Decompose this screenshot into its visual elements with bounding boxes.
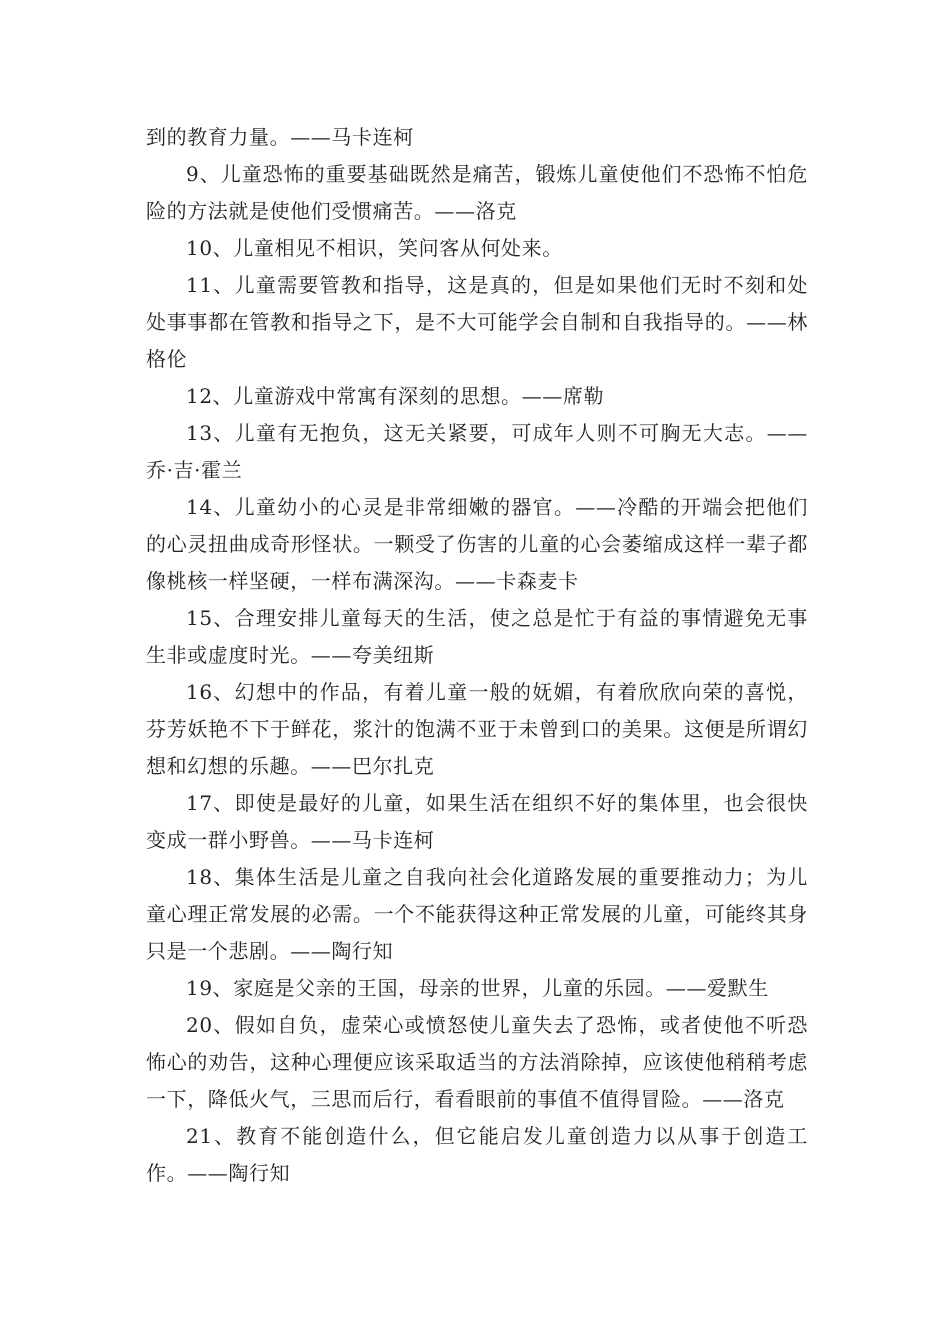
quote-14: 14、儿童幼小的心灵是非常细嫩的器官。——冷酷的开端会把他们的心灵扭曲成奇形怪状。一颗受了伤害的儿童的心会萎缩成这样一辈子都像桃核一样坚硬，一样布满深沟。——卡森麦卡 bbox=[146, 495, 808, 593]
quote-13: 13、儿童有无抱负，这无关紧要，可成年人则不可胸无大志。——乔·吉·霍兰 bbox=[146, 421, 808, 482]
quote-16: 16、幻想中的作品，有着儿童一般的妩媚，有着欣欣向荣的喜悦，芬芳妖艳不下于鲜花，浆汁的饱满不亚于未曾到口的美果。这便是所谓幻想和幻想的乐趣。——巴尔扎克 bbox=[146, 680, 808, 778]
document-page bbox=[146, 119, 808, 1192]
quote-10: 10、儿童相见不相识，笑问客从何处来。 bbox=[186, 236, 563, 260]
quote-17: 17、即使是最好的儿童，如果生活在组织不好的集体里，也会很快变成一群小野兽。——马卡连柯 bbox=[146, 791, 808, 852]
quote-18: 18、集体生活是儿童之自我向社会化道路发展的重要推动力；为儿童心理正常发展的必需。一个不能获得这种正常发展的儿童，可能终其身只是一个悲剧。——陶行知 bbox=[146, 865, 808, 963]
quote-12: 12、儿童游戏中常寓有深刻的思想。——席勒 bbox=[186, 384, 605, 408]
quote-21: 21、教育不能创造什么，但它能启发儿童创造力以从事于创造工作。——陶行知 bbox=[146, 1124, 808, 1185]
quote-11: 11、儿童需要管教和指导，这是真的，但是如果他们无时不刻和处处事事都在管教和指导之下，是不大可能学会自制和自我指导的。——林格伦 bbox=[146, 273, 808, 371]
quote-9: 9、儿童恐怖的重要基础既然是痛苦，锻炼儿童使他们不恐怖不怕危险的方法就是使他们受惯痛苦。——洛克 bbox=[146, 162, 808, 223]
quote-19: 19、家庭是父亲的王国，母亲的世界，儿童的乐园。——爱默生 bbox=[186, 976, 769, 1000]
quote-20: 20、假如自负，虚荣心或愤怒使儿童失去了恐怖，或者使他不听恐怖心的劝告，这种心理便应该采取适当的方法消除掉，应该使他稍稍考虑一下，降低火气，三思而后行，看看眼前的事值不值得冒险。——洛克 bbox=[146, 1013, 808, 1111]
quote-15: 15、合理安排儿童每天的生活，使之总是忙于有益的事情避免无事生非或虚度时光。——夸美纽斯 bbox=[146, 606, 808, 667]
paragraph-continuation: 到的教育力量。——马卡连柯 bbox=[146, 125, 414, 149]
